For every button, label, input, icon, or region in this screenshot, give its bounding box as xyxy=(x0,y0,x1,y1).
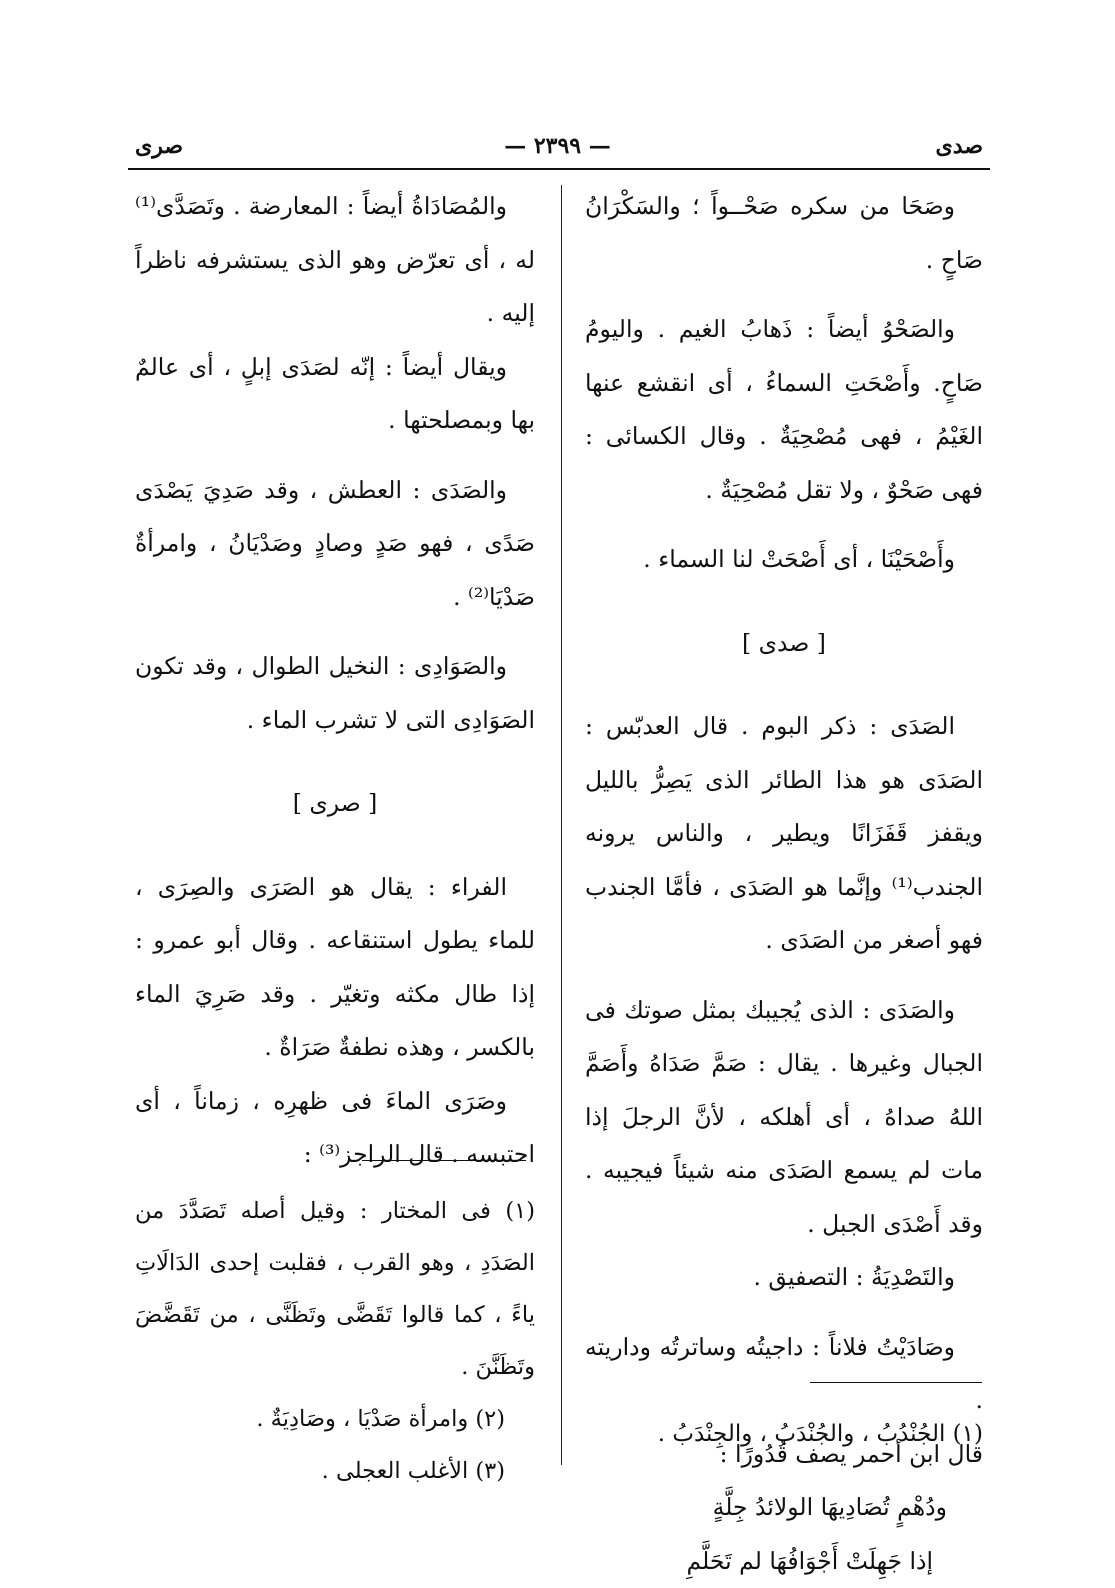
paragraph: وصَادَيْتُ فلاناً : داجيتُه وساترتُه وداريته . xyxy=(585,1321,983,1428)
paragraph: وأَصْحَيْنَا ، أى أَصْحَتْ لنا السماء . xyxy=(585,533,983,587)
page-number: — ٢٣٩٩ — xyxy=(0,133,1115,159)
header-rule xyxy=(128,168,990,170)
paragraph: والصَدَى : الذى يُجيبك بمثل صوتك فى الجبال وغيرها . يقال : صَمَّ صَدَاهُ وأَصَمَّ اللهُ صداهُ ، أى أهلكه ، لأنَّ الرجلَ إذا مات لم يسمع الصَدَى منه شيئاً فيجيبه . وقد أَصْدَى الجبل . xyxy=(585,984,983,1252)
paragraph: ويقال أيضاً : إنّه لصَدَى إبلٍ ، أى عالمٌ بها وبمصلحتها . xyxy=(135,341,535,448)
paragraph: الصَدَى : ذكر البوم . قال العدبّس : الصَدَى هو هذا الطائر الذى يَصِرُّ بالليل ويقفز قَفَزَانًا ويطير ، والناس يرونه الجندب⁽¹⁾ وإنَّما هو الصَدَى ، فأمَّا الجندب فهو أصغر من الصَدَى . xyxy=(585,700,983,968)
right-column xyxy=(585,180,983,1588)
left-column xyxy=(135,180,535,1182)
entry-heading-sada: [ صدى ] xyxy=(585,617,983,671)
footnote: (١) فى المختار : وقيل أصله تَصَدَّدَ من الصَدَدِ ، وهو القرب ، فقلبت إحدى الدَالَاتِ ياءً ، كما قالوا تَقَضَّى وتَظَنَّى ، من تَقَضَّضَ وتَظَنَّنَ . xyxy=(135,1185,535,1393)
verse-line: إذا جَهِلَتْ أَجْوَافُهَا لم تَحَلَّمِ xyxy=(585,1535,983,1588)
verse-line: ودُهْمٍ تُصَادِيهَا الولائدُ جِلَّةٍ xyxy=(585,1481,983,1535)
paragraph: وصَرَى الماءَ فى ظهرِه ، زماناً ، أى احتبسه . قال الراجز⁽³⁾ : xyxy=(135,1075,535,1182)
left-footnotes xyxy=(135,1185,535,1497)
entry-heading-sara: [ صرى ] xyxy=(135,777,535,831)
paragraph: والصَوَادِى : النخيل الطوال ، وقد تكون الصَوَادِى التى لا تشرب الماء . xyxy=(135,640,535,747)
paragraph: الفراء : يقال هو الصَرَى والصِرَى ، للماء يطول استنقاعه . وقال أبو عمرو : إذا طال مكثه وتغيّر . وقد صَرِيَ الماء بالكسر ، وهذه نطفةٌ صَرَاةٌ . xyxy=(135,861,535,1075)
footnote: (٢) وامرأة صَدْيَا ، وصَادِيَةٌ . xyxy=(135,1393,535,1445)
footnote: (١) الجُنْدُبُ ، والجُنْدَبُ ، والجِنْدَبُ . xyxy=(585,1408,983,1460)
footnote-rule xyxy=(362,1160,526,1161)
paragraph: قال ابن أحمر يصف قُدُورًا : xyxy=(585,1428,983,1482)
paragraph: والمُصَادَاةُ أيضاً : المعارضة . وتَصَدَّى⁽¹⁾ له ، أى تعرّض وهو الذى يستشرفه ناظراً إليه . xyxy=(135,180,535,341)
header-left-word: صرى xyxy=(135,133,183,159)
column-divider xyxy=(561,185,562,1465)
header-right-word: صدى xyxy=(936,133,983,159)
paragraph: وصَحَا من سكره صَحْــواً ؛ والسَكْرَانُ صَاحٍ . xyxy=(585,180,983,287)
right-footnotes xyxy=(585,1408,983,1460)
paragraph: والصَحْوُ أيضاً : ذَهابُ الغيم . واليومُ صَاحٍ. وأَصْحَتِ السماءُ ، أى انقشع عنها الغَيْمُ ، فهى مُصْحِيَةٌ . وقال الكسائى : فهى صَحْوٌ ، ولا تقل مُصْحِيَةٌ . xyxy=(585,303,983,517)
footnote-rule xyxy=(810,1382,982,1383)
paragraph: والصَدَى : العطش ، وقد صَدِيَ يَصْدَى صَدًى ، فهو صَدٍ وصادٍ وصَدْيَانُ ، وامرأةٌ صَدْيَا⁽²⁾ . xyxy=(135,464,535,625)
footnote: (٣) الأغلب العجلى . xyxy=(135,1445,535,1497)
paragraph: والتَصْدِيَةُ : التصفيق . xyxy=(585,1251,983,1305)
